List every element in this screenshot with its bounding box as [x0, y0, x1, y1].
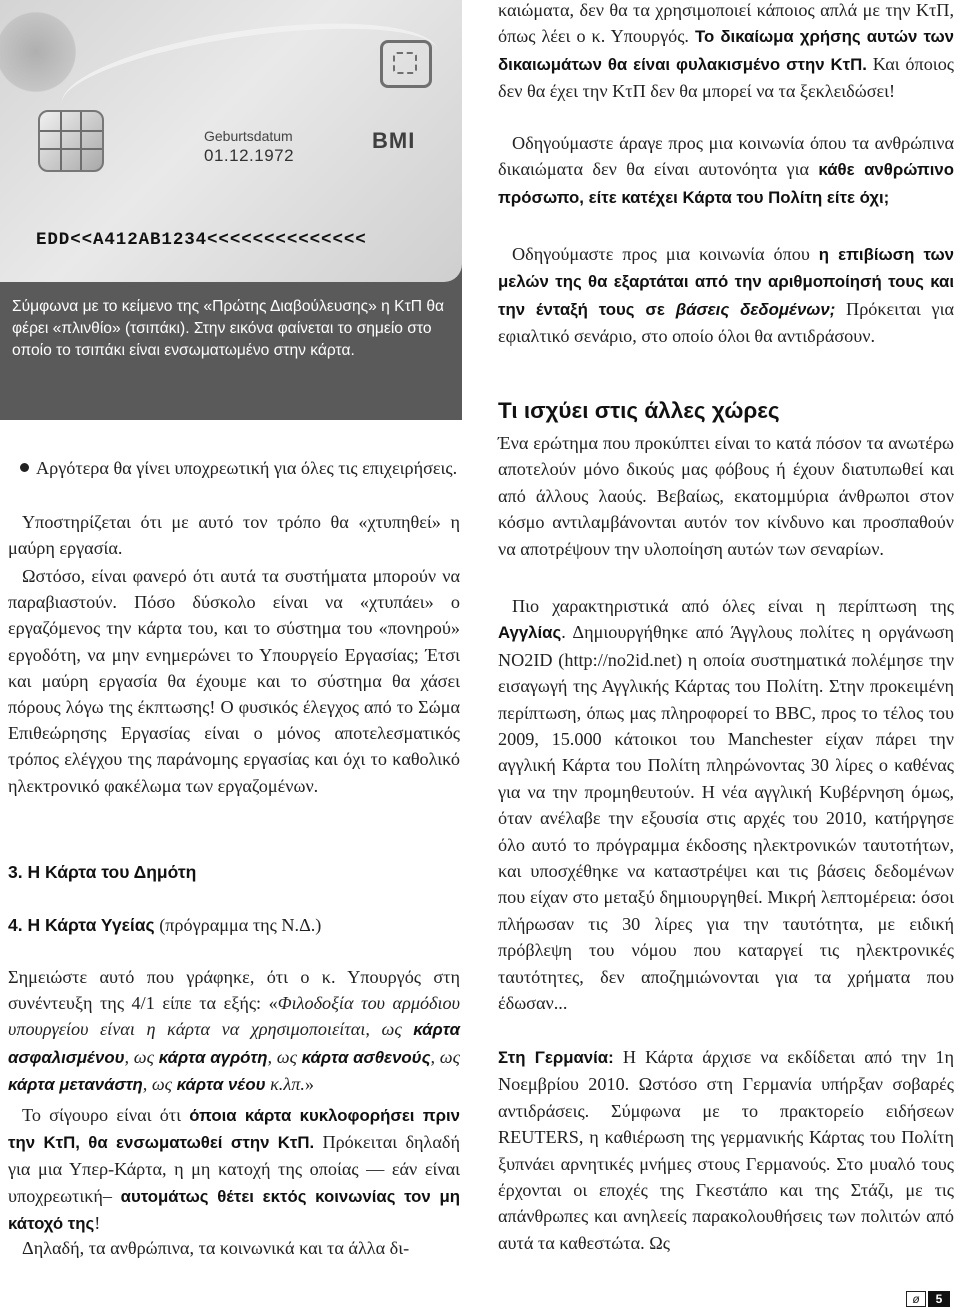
right-paragraph-1: καιώματα, δεν θα τα χρησιμοποιεί κάποιος απλά με την ΚτΠ, όπως λέει ο κ. Υπουργός. Το δικαίωμα χρήσης αυτών των δικαιωμάτων θα είναι φυλακισμένο στην ΚτΠ. Και όποιος δεν θα έχει την ΚτΠ δεν θα μπορεί να τα ξεκλειδώσει! — [498, 0, 955, 102]
card-dob-value: 01.12.1972 — [204, 146, 295, 165]
eagle-emblem-icon — [0, 6, 82, 98]
bullet-icon — [20, 463, 29, 472]
page-folio — [906, 1291, 952, 1307]
right-column — [498, 0, 956, 1290]
mrz-line: EDD<<A412AB1234<<<<<<<<<<<<<< — [36, 230, 367, 250]
page-number: 5 — [928, 1291, 950, 1307]
bullet-paragraph: Αργότερα θα γίνει υποχρεωτική για όλες τις επιχειρήσεις. — [8, 455, 460, 481]
right-paragraph-2: Οδηγούμαστε άραγε προς μια κοινωνία όπου τα ανθρώπινα δικαιώματα δεν θα είναι αυτονόητα για κάθε ανθρώπινο πρόσωπο, είτε κατέχει Κάρτα του Πολίτη είτε όχι; — [498, 133, 954, 207]
heading-4: 4. Η Κάρτα Υγείας (πρόγραμμα της Ν.Δ.) — [8, 915, 322, 935]
paragraph-4: Το σίγουρο είναι ότι όποια κάρτα κυκλοφορήσει πριν την ΚτΠ, θα ενσωματωθεί στην ΚτΠ. Πρόκειται δηλαδή για μια Υπερ-Κάρτα, η μη κατοχή της οποίας — εάν είναι υποχρεωτική– αυτομάτως θέτει εκτός κοινωνίας τον μη κάτοχό της! — [8, 1105, 461, 1233]
magazine-logo-icon: ø — [906, 1291, 926, 1307]
right-paragraph-4: Ένα ερώτημα που προκύπτει είναι το κατά πόσον τα ανωτέρω αποτελούν μόνο δικούς μας φόβους ή έχουν διατυπωθεί και από άλλους λαούς. Βεβαίως, εκατομμύρια άνθρωποι στον κόσμο αντιλαμβάνονται αυτόν τον κίνδυνο και προσπαθούν να αποτρέψουν την υλοποίηση αυτών των σεναρίων. — [498, 433, 954, 559]
paragraph-5: Δηλαδή, τα ανθρώπινα, τα κοινωνικά και τα άλλα δι- — [22, 1238, 410, 1258]
heading-3: 3. Η Κάρτα του Δημότη — [8, 862, 197, 882]
paragraph-1: Υποστηρίζεται ότι με αυτό τον τρόπο θα «χτυπηθεί» η μαύρη εργασία. — [8, 512, 460, 559]
right-paragraph-6: Στη Γερμανία: Η Κάρτα άρχισε να εκδίδεται από την 1η Νοεμβρίου 2010. Ωστόσο στη Γερμανία υπήρξαν σοβαρές αντιδράσεις. Σύμφωνα με το πρακτορείο ειδήσεων REUTERS, η καθιέρωση της γερμανικής Κάρτας του Πολίτη ξυπνάει αρνητικές μνήμες στους Γερμανούς. Στο μυαλό τους έρχονται οι εποχές της Γκεστάπο και της Στάζι, με τις απάνθρωπες και ανηλεείς παρακολουθήσεις των πολιτών από αυτά τα καθεστώτα. Ως — [498, 1047, 954, 1253]
card-dob-label: Geburtsdatum — [204, 128, 293, 144]
card-mrz — [36, 188, 389, 282]
right-paragraph-3: Οδηγούμαστε προς μια κοινωνία όπου η επιβίωση των μελών της θα εξαρτάται από την αριθμοποίησή τους και την ένταξή τους σε βάσεις δεδομένων; Πρόκειται για εφιαλτικό σενάριο, στο οποίο όλοι θα αντιδράσουν. — [498, 244, 954, 347]
paragraph-3: Σημειώστε αυτό που γράφηκε, ότι ο κ. Υπουργός στη συνέντευξη της 4/1 είπε τα εξής: «Φιλοδοξία του αρμόδιου υπουργείου είναι η κάρτα να χρησιμοποιείται, ως κάρτα ασφαλισμένου, ως κάρτα αγρότη, ως κάρτα ασθενούς, ως κάρτα μετανάστη, ως κάρτα νέου κ.λπ.» — [8, 967, 460, 1094]
right-paragraph-5: Πιο χαρακτηριστικά από όλες είναι η περίπτωση της Αγγλίας. Δημιουργήθηκε από Άγγλους πολίτες η οργάνωση NO2ID (http://no2id.net) η οποία συστηματικά πολέμησε την εισαγωγή της Αγγλικής Κάρτας του Πολίτη. Στην προκειμένη περίπτωση, όπως μας πληροφορεί το BBC, προς το τέλος του 2009, 15.000 κάτοικοι του Manchester είχαν πάρει την αγγλική Κάρτα του Πολίτη πληρώνοντας 30 λίρες ο καθένας για να την προμηθευτούν. Η νέα αγγλική Κυβέρνηση όμως, όταν ανέλαβε την εξουσία στις αρχές του 2010, κατήργησε όλο αυτό το πρόγραμμα έκδοσης ηλεκτρονικών ταυτοτήτων, και υποσχέθηκε να καταστρέψει και τις βάσεις δεδομένων που είχαν στο μεταξύ δημιουργηθεί. Μικρή λεπτομέρεια: όσοι πλήρωσαν τις 30 λίρες για την ταυτότητα, με ειδική πρόβλεψη του νόμου που καταργεί τις ηλεκτρονικές ταυτότητες, δεν αποζημιώνονται για τα χρήματα που έδωσαν... — [498, 596, 954, 1014]
section-title: Τι ισχύει στις άλλες χώρες — [498, 398, 780, 423]
paragraph-2: Ωστόσο, είναι φανερό ότι αυτά τα συστήματα μπορούν να παραβιαστούν. Πόσο δύσκολο είναι να «χτυπάει» ο εργαζόμενος την κάρτα του, και το σύστημα του «πονηρού» εργοδότη, να μην ενημερώνει το Υπουργείο Εργασίας; Έτσι και μαύρη εργασία θα έχουμε και το σύστημα θα χάσει πόρους λόγω της έκπτωσης! Ο φυσικός έλεγχος από το Σώμα Επιθεώρησης Εργασίας είναι ο μόνος αποτελεσματικός τρόπος ελέγχου της παράνομης εργασίας και όχι το καθολικό ηλεκτρονικό φακέλωμα των εργαζομένων. — [8, 566, 460, 796]
id-card-image — [0, 0, 462, 282]
card-issuer: BMI — [372, 128, 416, 153]
id-card-figure — [0, 0, 462, 420]
figure-caption: Σύμφωνα με το κείμενο της «Πρώτης Διαβούλευσης» η ΚτΠ θα φέρει «πλινθίο» (τσιπάκι). Στην εικόνα φαίνεται το σημείο στο οποίο το τσιπάκι είναι ενσωματωμένο στην κάρτα. — [12, 298, 445, 359]
hologram-icon — [380, 40, 432, 88]
chip-icon — [38, 110, 104, 172]
left-column — [0, 0, 462, 1290]
